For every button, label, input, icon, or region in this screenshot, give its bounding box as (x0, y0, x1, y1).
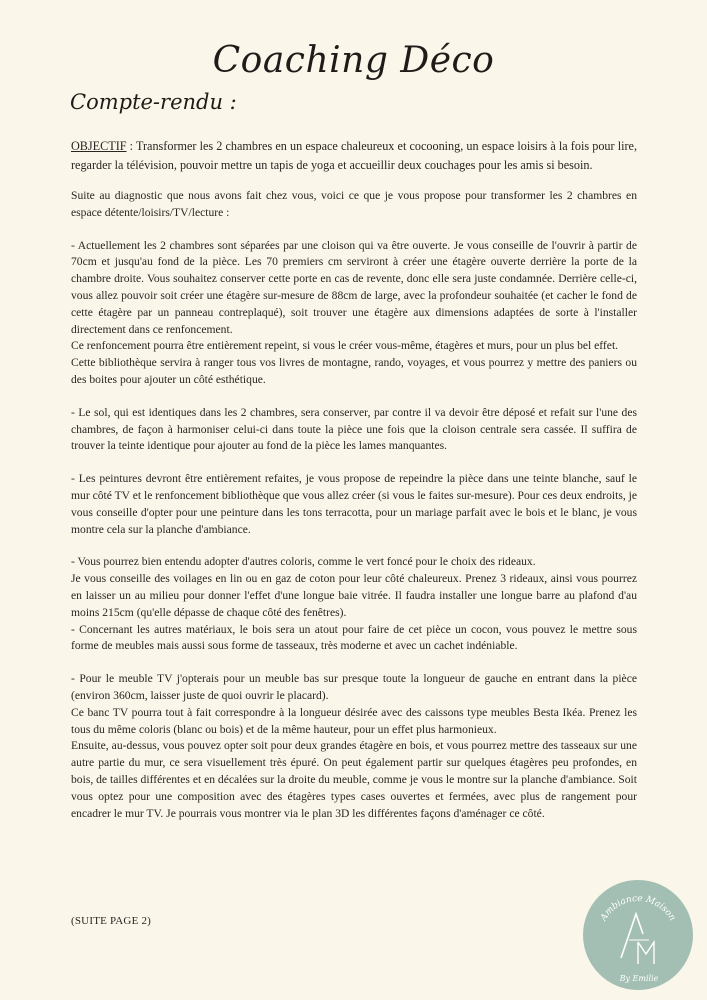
bibliotheque-paragraph: Cette bibliothèque servira à ranger tous vos livres de montagne, rando, voyages, et vous pourrez y mettre des paniers ou des boites pour ajouter un côté esthétique. (71, 356, 637, 386)
peintures-paragraph: - Les peintures devront être entièrement refaites, je vous propose de repeindre la pièce dans une teinte blanche, sauf le mur côté TV et le renfoncement bibliothèque que vous allez créer (si vous le faites sur-mesure). Pour ces deux endroits, je vous conseille d'opter pour une peinture dans les tons terracotta, pour un mariage parfait avec le bois et le blanc, je vous montre cela sur la planche d'ambiance. (71, 472, 637, 536)
renfoncement-paragraph: Ce renfoncement pourra être entièrement repeint, si vous le créer vous-même, étagères et murs, pour un plus bel effet. (71, 339, 619, 353)
cloison-paragraph: - Actuellement les 2 chambres sont séparées par une cloison qui va être ouverte. Je vous conseille de l'ouvrir à partir de 70cm et jusqu'au fond de la pièce. Les 70 premiers cm serviront à créer une étagère ouverte derrière la porte de la chambre droite. Vous souhaitez conserver cette porte en cas de revente, donc elle sera juste condamnée. Derrière celle-ci, vous allez pouvoir soit créer une étagère sur-mesure de 88cm de large, avec la profondeur souhaitée (et cacher le fond de cette étagère par un panneau contreplaqué), soit trouver une étagère aux dimensions adaptées de sorte à l'installer directement dans ce renfoncement. (71, 238, 637, 336)
objective-paragraph (71, 137, 637, 175)
spacer (71, 455, 637, 471)
brand-logo (583, 880, 693, 990)
voilages-paragraph: Je vous conseille des voilages en lin ou en gaz de coton pour leur côté chaleureux. Prenez 3 rideaux, ainsi vous pourrez en laisser un au milieu pour donner l'effet d'une longue baie vitrée. Il faudra installer une longue barre au plafond d'au moins 215cm (qu'elle dépasse de chaque côté des fenêtres). (71, 572, 637, 619)
coloris-paragraph: - Vous pourrez bien entendu adopter d'autres coloris, comme le vert foncé pour le choix des rideaux. (71, 555, 536, 569)
spacer (71, 655, 637, 671)
continuation-note: (SUITE PAGE 2) (71, 915, 152, 927)
svg-text:Ambiance Maison: Ambiance Maison (598, 893, 678, 923)
spacer (71, 538, 637, 554)
document-body (71, 137, 637, 822)
etageres-paragraph: Ensuite, au-dessus, vous pouvez opter soit pour deux grandes étagère en bois, et vous pourrez mettre des tasseaux sur une autre partie du mur, ce sera visuellement très épuré. On peut également partir sur quelques étagères peu profondes, en bois, de tailles différentes et en décalées sur la droite du meuble, comme je vous le montre sur la planche d'ambiance. Soit vous optez pour une composition avec des étagères types cases ouvertes et fermées, avec plus de rangement pour encadrer le mur TV. Je pourrais vous montrer via le plan 3D les différentes façons d'aménager ce côté. (71, 739, 637, 820)
objective-text: : Transformer les 2 chambres en un espace chaleureux et cocooning, un espace loisirs à la fois pour lire, regarder la télévision, pouvoir mettre un tapis de yoga et accueillir deux couchages pour les amis si besoin. (71, 139, 637, 172)
materiaux-paragraph: - Concernant les autres matériaux, le bois sera un atout pour faire de cet pièce un cocon, vous pouvez le mettre sous forme de meubles mais aussi sous forme de tasseaux, très moderne et avec un cachet indéniable. (71, 622, 637, 653)
intro-paragraph: Suite au diagnostic que nous avons fait chez vous, voici ce que je vous propose pour transformer les 2 chambres en espace détente/loisirs/TV/lecture : (71, 189, 637, 219)
spacer (71, 222, 637, 238)
logo-monogram-icon (583, 880, 693, 990)
svg-text:By Emilie: By Emilie (619, 974, 659, 983)
page-subtitle: Compte-rendu : (70, 90, 237, 114)
page-title: Coaching Déco (212, 40, 495, 81)
sol-paragraph: - Le sol, qui est identiques dans les 2 chambres, sera conserver, par contre il va devoir être déposé et refait sur l'une des chambres, de façon à harmoniser celui-ci dans toute la pièce une fois que la cloison centrale sera cassée. Il suffira de trouver la teinte identique pour ajouter au fond de la pièce les lames manquantes. (71, 405, 637, 453)
spacer (71, 389, 637, 405)
meuble-tv-paragraph: - Pour le meuble TV j'opterais pour un meuble bas sur presque toute la longueur de gauche en entrant dans la pièce (environ 360cm, laisser juste de quoi ouvrir le placard). (71, 672, 637, 702)
banc-tv-paragraph: Ce banc TV pourra tout à fait correspondre à la longueur désirée avec des caissons type meubles Besta Ikéa. Prenez les tous du même coloris (blanc ou bois) et de la même hauteur, pour un effet plus harmonieux. (71, 705, 637, 736)
objective-label: OBJECTIF (71, 139, 127, 153)
